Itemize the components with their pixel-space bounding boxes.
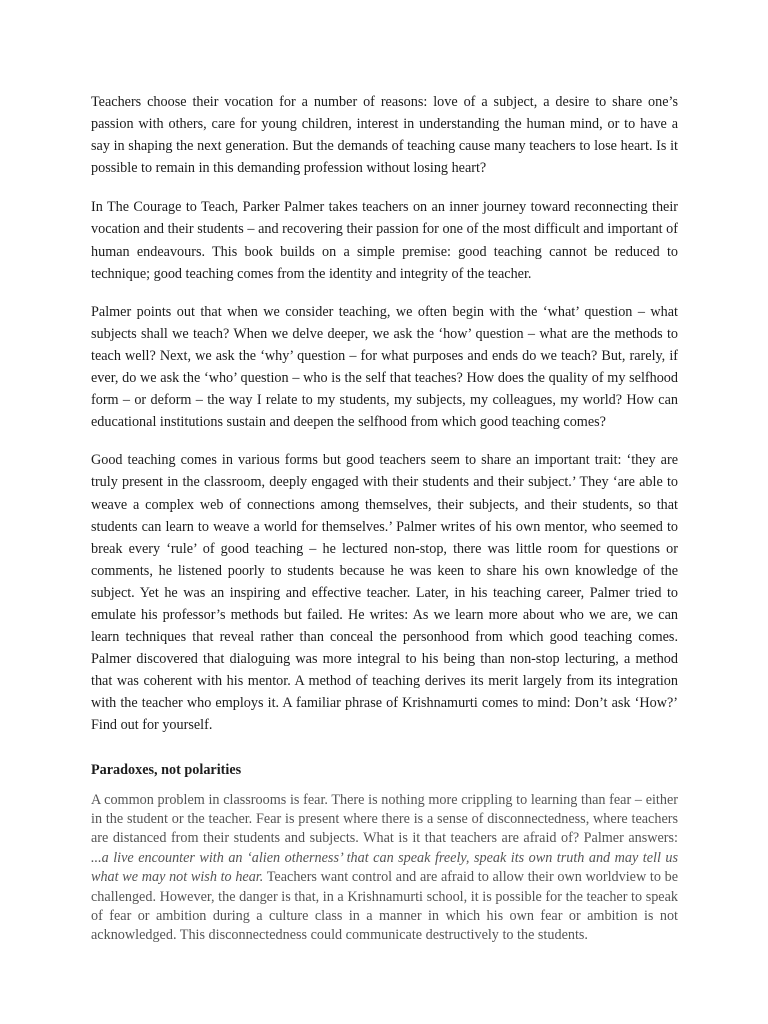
paragraph-fear	[91, 791, 678, 946]
palmer-quote: ...a live encounter with an ‘alien otherness’ that can speak freely, speak its own truth and may tell us what we may not wish to hear.	[91, 849, 678, 886]
paragraph-vocation: Teachers choose their vocation for a number of reasons: love of a subject, a desire to share one’s passion with others, care for young children, interest in understanding the human mind, or to have a say in shaping the next generation. But the demands of teaching cause many teachers to lose heart. Is it possible to remain in this demanding profession without losing heart?	[91, 94, 678, 177]
paragraph-courage-to-teach: In The Courage to Teach, Parker Palmer takes teachers on an inner journey toward reconnecting their vocation and their students – and recovering their passion for one of the most difficult and important of human endeavours. This book builds on a simple premise: good teaching cannot be reduced to technique; good teaching comes from the identity and integrity of the teacher.	[91, 199, 678, 282]
section-heading: Paradoxes, not polarities	[91, 761, 242, 778]
paragraph-who-question: Palmer points out that when we consider teaching, we often begin with the ‘what’ question – what subjects shall we teach? When we delve deeper, we ask the ‘how’ question – what are the methods to teach well? Next, we ask the ‘why’ question – for what purposes and ends do we teach? But, rarely, if ever, do we ask the ‘who’ question – who is the self that teaches? How does the quality of my selfhood form – or deform – the way I relate to my students, my subjects, my colleagues, my world? How can educational institutions sustain and deepen the selfhood from which good teaching comes?	[91, 303, 678, 431]
fear-text-before-quote: A common problem in classrooms is fear. There is nothing more crippling to learning than fear – either in the student or the teacher. Fear is present where there is a sense of disconnectedness, where teachers are distanced from their students and subjects. What is it that teachers are afraid of? Palmer answers:	[91, 791, 678, 847]
fear-text-after-quote: Teachers want control and are afraid to allow their own worldview to be challenged. However, the danger is that, in a Krishnamurti school, it is possible for the teacher to speak of fear or ambition during a culture class in a manner in which his own fear or ambition is not acknowledged. This disconnectedness could communicate destructively to the students.	[91, 869, 678, 944]
paragraph-good-teaching: Good teaching comes in various forms but good teachers seem to share an important trait: ‘they are truly present in the classroom, deeply engaged with their students and their subject.’ They ‘are able to weave a complex web of connections among themselves, their subjects, and their students, so that students can learn to weave a world for themselves.’ Palmer writes of his own mentor, who seemed to break every ‘rule’ of good teaching – he lectured non-stop, there was little room for questions or comments, he listened poorly to students because he was keen to share his own knowledge of the subject. Yet he was an inspiring and effective teacher. Later, in his teaching career, Palmer tried to emulate his professor’s methods but failed. He writes: As we learn more about who we are, we can learn techniques that reveal rather than conceal the personhood from which good teaching comes. Palmer discovered that dialoguing was more integral to his being than non-stop lecturing, a method that was coherent with his mentor. A method of teaching derives its merit largely from its integration with the teacher who employs it. A familiar phrase of Krishnamurti comes to mind: Don’t ask ‘How?’ Find out for yourself.	[91, 452, 678, 734]
